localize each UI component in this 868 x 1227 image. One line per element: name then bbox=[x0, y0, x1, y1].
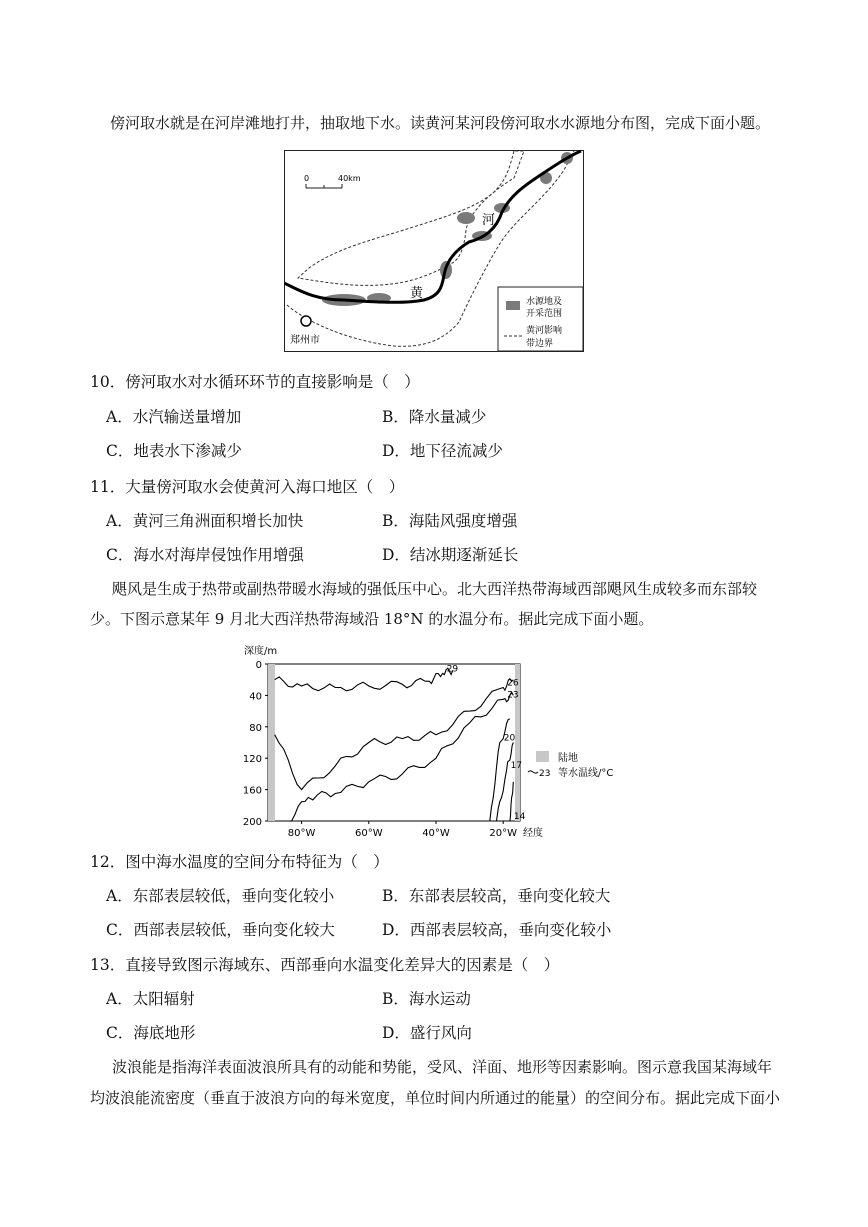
chart-xlabel: 经度 bbox=[523, 828, 543, 839]
legend-water-2: 开采范围 bbox=[526, 309, 563, 319]
legend-isotherm-icon bbox=[528, 771, 538, 773]
map-legend bbox=[498, 287, 583, 351]
q10-stem: 10．傍河取水对水循环环节的直接影响是（ ） bbox=[90, 373, 420, 391]
isotherm-label-29: 29 bbox=[446, 664, 459, 675]
land-west bbox=[268, 664, 275, 821]
intro-wave-energy-1: 波浪能是指海洋表面波浪所具有的动能和势能，受风、洋面、地形等因素影响。图示意我国某海域年 bbox=[112, 1058, 773, 1076]
intro-river-water: 傍河取水就是在河岸滩地打井，抽取地下水。读黄河某河段傍河取水水源地分布图，完成下面小题。 bbox=[110, 114, 771, 132]
q10-option-a: A．水汽输送量增加 bbox=[106, 408, 242, 426]
x-tick-label: 20°W bbox=[489, 828, 518, 839]
y-tick-label: 200 bbox=[242, 817, 262, 828]
scale-label: 40km bbox=[338, 174, 361, 183]
y-tick-label: 120 bbox=[242, 754, 262, 766]
q11-stem: 11．大量傍河取水会使黄河入海口地区（ ） bbox=[90, 478, 405, 496]
water-temperature-chart bbox=[230, 640, 650, 840]
q13-option-b: B．海水运动 bbox=[382, 990, 471, 1008]
q13-option-c: C．海底地形 bbox=[106, 1024, 196, 1042]
isotherm-label-26: 26 bbox=[507, 678, 519, 689]
x-tick-label: 40°W bbox=[422, 828, 450, 839]
legend-isotherm-text: 等水温线/°C bbox=[558, 768, 614, 779]
isotherm-26 bbox=[275, 679, 514, 790]
isotherm-29 bbox=[275, 668, 453, 691]
q10-option-b: B．降水量减少 bbox=[382, 408, 487, 426]
intro-wave-energy-2: 均波浪能流密度（垂直于波浪方向的每米宽度，单位时间内所通过的能量）的空间分布。据此完成下面小 bbox=[90, 1089, 781, 1107]
y-tick-label: 0 bbox=[255, 660, 262, 671]
chart-ylabel: 深度/m bbox=[244, 646, 278, 657]
q12-option-d: D．西部表层较高，垂向变化较小 bbox=[382, 921, 612, 939]
intro-hurricane-1: 飓风是生成于热带或副热带暖水海域的强低压中心。北大西洋热带海域西部飓风生成较多而东部较 bbox=[112, 580, 758, 598]
scale-zero: 0 bbox=[304, 174, 310, 183]
q10-option-c: C．地表水下渗减少 bbox=[106, 442, 242, 460]
yellow-river-map bbox=[284, 150, 584, 352]
y-tick-label: 80 bbox=[249, 722, 262, 734]
q12-option-b: B．东部表层较高，垂向变化较大 bbox=[382, 887, 611, 905]
q12-stem: 12．图中海水温度的空间分布特征为（ ） bbox=[90, 853, 389, 871]
isotherm-label-17: 17 bbox=[510, 761, 523, 771]
x-tick-label: 80°W bbox=[287, 828, 316, 839]
legend-boundary-1: 黄河影响 bbox=[526, 326, 563, 336]
q13-stem: 13．直接导致图示海域东、西部垂向水温变化差异大的因素是（ ） bbox=[90, 956, 560, 974]
q11-option-b: B．海陆风强度增强 bbox=[382, 512, 518, 530]
isotherm-23 bbox=[288, 692, 513, 821]
legend-swatch-water-source bbox=[506, 301, 520, 310]
isotherm-label-14: 14 bbox=[513, 812, 526, 822]
city-marker-icon bbox=[301, 316, 311, 326]
q12-option-a: A．东部表层较低，垂向变化较小 bbox=[106, 887, 335, 905]
q11-option-a: A．黄河三角洲面积增长加快 bbox=[106, 512, 304, 530]
intro-hurricane-2: 少。下图示意某年 9 月北大西洋热带海域沿 18°N 的水温分布。据此完成下面小题。 bbox=[90, 610, 654, 628]
q13-option-a: A．太阳辐射 bbox=[106, 990, 195, 1008]
y-tick-label: 160 bbox=[242, 785, 262, 797]
city-label: 郑州市 bbox=[290, 335, 320, 346]
river-char-huang: 黄 bbox=[410, 286, 424, 301]
q13-option-d: D．盛行风向 bbox=[382, 1024, 472, 1042]
q11-option-d: D．结冰期逐渐延长 bbox=[382, 546, 519, 564]
legend-boundary-2: 带边界 bbox=[526, 339, 554, 349]
legend-land-swatch bbox=[536, 751, 549, 762]
river-char-he: 河 bbox=[482, 213, 496, 228]
y-tick-label: 40 bbox=[249, 691, 262, 703]
legend-isotherm-value: 23 bbox=[539, 769, 551, 779]
x-tick-label: 60°W bbox=[354, 828, 383, 839]
isotherm-14 bbox=[510, 782, 513, 821]
q11-option-c: C．海水对海岸侵蚀作用增强 bbox=[106, 546, 304, 564]
isotherm-label-23: 23 bbox=[507, 690, 519, 701]
q12-option-c: C．西部表层较低，垂向变化较大 bbox=[106, 921, 335, 939]
legend-land: 陆地 bbox=[558, 753, 578, 764]
legend-water-1: 水源地及 bbox=[526, 297, 563, 307]
q10-option-d: D．地下径流减少 bbox=[382, 442, 503, 460]
isotherm-label-20: 20 bbox=[503, 733, 516, 744]
